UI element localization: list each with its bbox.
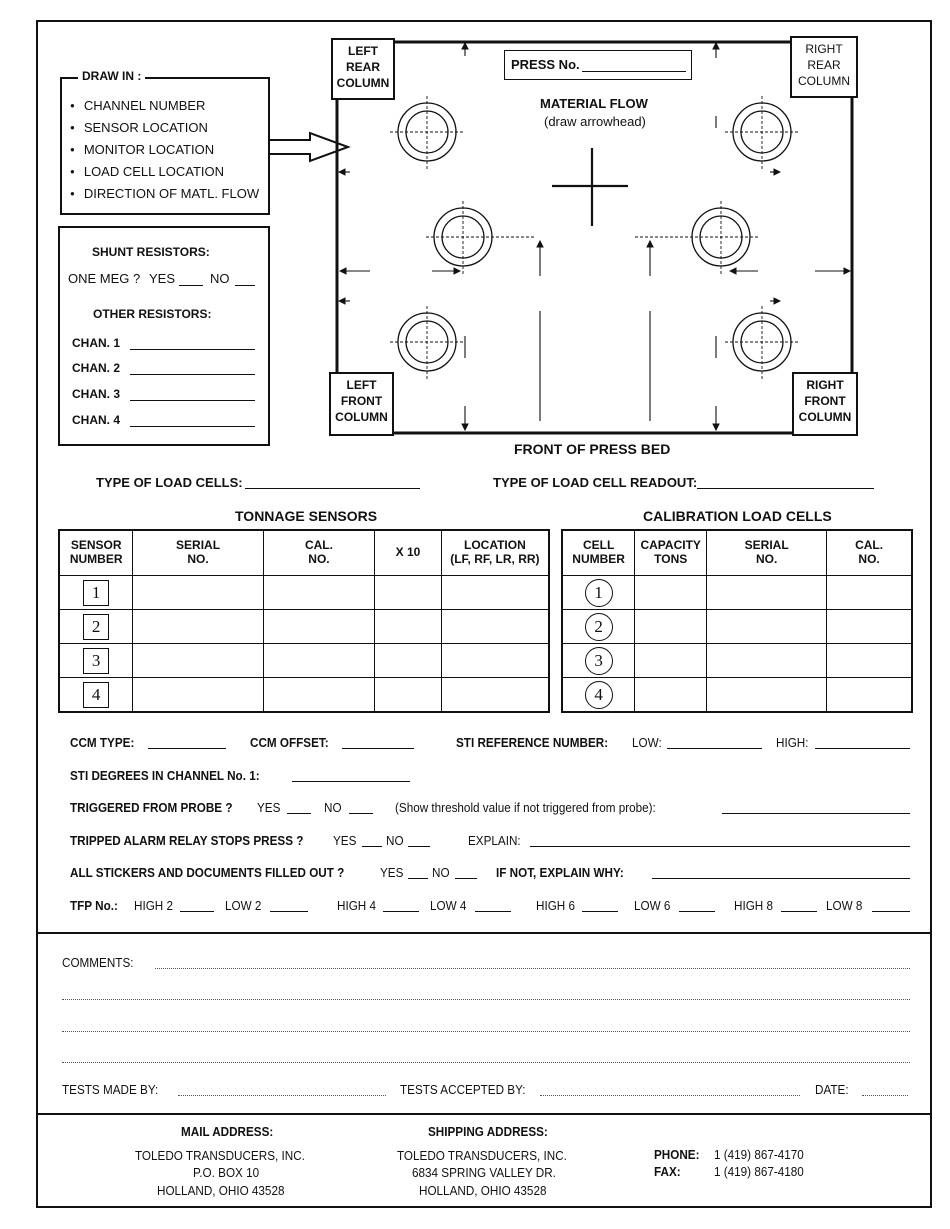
tonnage-sensors-table [58, 529, 550, 713]
sti-high-blank[interactable] [815, 748, 910, 749]
cal-cell[interactable] [827, 610, 912, 644]
shunt-no-blank[interactable] [235, 285, 255, 286]
cal-cell[interactable] [263, 644, 374, 678]
left-front-column-box: LEFT FRONT COLUMN [329, 372, 394, 436]
cal-cell[interactable] [263, 678, 374, 713]
tfp-low-2-blank[interactable] [270, 911, 308, 912]
load-cell-readout-label: TYPE OF LOAD CELL READOUT: [493, 475, 698, 490]
tfp-label: TFP No.: [70, 898, 118, 913]
chan-1-blank[interactable] [130, 349, 255, 350]
date-label: DATE: [815, 1082, 849, 1097]
chan-3-label: CHAN. 3 [72, 387, 121, 401]
capacity-cell[interactable] [635, 644, 707, 678]
stickers-no-label: NO [432, 865, 450, 880]
stickers-label: ALL STICKERS AND DOCUMENTS FILLED OUT ? [70, 865, 345, 880]
table-row [59, 644, 549, 678]
calibration-load-cells-table [561, 529, 913, 713]
sensor-number-box: 4 [83, 682, 109, 708]
explain-label: EXPLAIN: [468, 833, 521, 848]
x10-cell[interactable] [375, 610, 442, 644]
table-row [562, 576, 912, 610]
tests-accepted-by-label: TESTS ACCEPTED BY: [400, 1082, 526, 1097]
serial-cell[interactable] [707, 576, 827, 610]
cal-cell[interactable] [827, 678, 912, 713]
tfp-high-6-label: HIGH 6 [536, 898, 576, 913]
location-cell[interactable] [441, 644, 549, 678]
sti-low-blank[interactable] [667, 748, 762, 749]
tfp-high-6-blank[interactable] [582, 911, 618, 912]
location-cell[interactable] [441, 576, 549, 610]
x10-cell[interactable] [375, 576, 442, 610]
shipping-address-line: TOLEDO TRANSDUCERS, INC. [397, 1148, 567, 1163]
left-rear-column-box: LEFT REAR COLUMN [331, 38, 395, 100]
sensor-number-box: 1 [83, 580, 109, 606]
triggered-label: TRIGGERED FROM PROBE ? [70, 800, 233, 815]
calibration-load-cells-title: CALIBRATION LOAD CELLS [643, 508, 832, 524]
mail-address-line: HOLLAND, OHIO 43528 [157, 1183, 285, 1198]
tripped-yes-blank[interactable] [362, 846, 382, 847]
tfp-high-2-label: HIGH 2 [134, 898, 174, 913]
tripped-no-label: NO [386, 833, 404, 848]
tfp-high-8-label: HIGH 8 [734, 898, 774, 913]
cell-number-circle: 2 [585, 613, 613, 641]
tfp-high-8-blank[interactable] [781, 911, 817, 912]
table-row [59, 610, 549, 644]
section-divider [36, 932, 932, 934]
tfp-low-8-blank[interactable] [872, 911, 910, 912]
cal-cell[interactable] [827, 644, 912, 678]
shunt-yes-blank[interactable] [179, 285, 203, 286]
sensor-number-box: 3 [83, 648, 109, 674]
tfp-low-6-label: LOW 6 [634, 898, 671, 913]
draw-in-item: ● DIRECTION OF MATL. FLOW [70, 183, 259, 205]
material-flow-label: MATERIAL FLOW [540, 96, 648, 111]
chan-4-blank[interactable] [130, 426, 255, 427]
header-serial-no: SERIAL NO. [707, 530, 827, 576]
ccm-offset-label: CCM OFFSET: [250, 735, 329, 750]
table-row [59, 678, 549, 713]
sti-reference-label: STI REFERENCE NUMBER: [456, 735, 609, 750]
comments-line[interactable] [62, 999, 910, 1000]
serial-cell[interactable] [707, 610, 827, 644]
sti-degrees-blank[interactable] [292, 781, 410, 782]
location-cell[interactable] [441, 610, 549, 644]
header-cell-number: CELL NUMBER [562, 530, 635, 576]
comments-label: COMMENTS: [62, 955, 134, 970]
if-not-explain-blank[interactable] [652, 878, 910, 879]
stickers-yes-blank[interactable] [408, 878, 428, 879]
shunt-no-label: NO [210, 271, 230, 286]
fax-label: FAX: [654, 1164, 681, 1179]
tfp-high-4-blank[interactable] [383, 911, 419, 912]
tfp-low-8-label: LOW 8 [826, 898, 863, 913]
chan-2-label: CHAN. 2 [72, 361, 121, 375]
other-resistors-title: OTHER RESISTORS: [93, 307, 212, 321]
phone-label: PHONE: [654, 1147, 700, 1162]
press-no-blank[interactable] [582, 71, 686, 72]
table-row [562, 678, 912, 713]
chan-4-label: CHAN. 4 [72, 413, 121, 427]
triggered-yes-blank[interactable] [287, 813, 311, 814]
header-cal-no: CAL. NO. [827, 530, 912, 576]
fax-number: 1 (419) 867-4180 [714, 1164, 804, 1179]
serial-cell[interactable] [133, 576, 263, 610]
stickers-no-blank[interactable] [455, 878, 477, 879]
right-rear-column-box: RIGHT REAR COLUMN [790, 36, 858, 98]
triggered-no-label: NO [324, 800, 342, 815]
shipping-address-line: HOLLAND, OHIO 43528 [419, 1183, 547, 1198]
one-meg-label: ONE MEG ? [68, 271, 141, 286]
tripped-alarm-label: TRIPPED ALARM RELAY STOPS PRESS ? [70, 833, 304, 848]
capacity-cell[interactable] [635, 576, 707, 610]
sti-degrees-label: STI DEGREES IN CHANNEL No. 1: [70, 768, 260, 783]
tests-accepted-by-blank[interactable] [540, 1095, 800, 1096]
sensor-number-box: 2 [83, 614, 109, 640]
if-not-explain-label: IF NOT, EXPLAIN WHY: [496, 865, 624, 880]
table-row [562, 610, 912, 644]
ccm-type-blank[interactable] [148, 748, 226, 749]
draw-in-item: ● CHANNEL NUMBER [70, 95, 259, 117]
tests-made-by-blank[interactable] [178, 1095, 386, 1096]
tfp-high-4-label: HIGH 4 [337, 898, 377, 913]
cal-cell[interactable] [827, 576, 912, 610]
tfp-low-4-blank[interactable] [475, 911, 511, 912]
cell-number-circle: 4 [585, 681, 613, 709]
cal-cell[interactable] [263, 576, 374, 610]
press-no-label: PRESS No. [511, 57, 580, 72]
draw-in-item: ● LOAD CELL LOCATION [70, 161, 259, 183]
tonnage-sensors-title: TONNAGE SENSORS [235, 508, 378, 524]
x10-cell[interactable] [375, 644, 442, 678]
date-blank[interactable] [862, 1095, 908, 1096]
threshold-note: (Show threshold value if not triggered from probe): [395, 800, 656, 815]
explain-blank[interactable] [530, 846, 910, 847]
serial-cell[interactable] [133, 644, 263, 678]
serial-cell[interactable] [707, 678, 827, 713]
right-front-column-box: RIGHT FRONT COLUMN [792, 372, 858, 436]
mail-address-line: P.O. BOX 10 [193, 1165, 260, 1180]
serial-cell[interactable] [133, 678, 263, 713]
draw-in-item: ● MONITOR LOCATION [70, 139, 259, 161]
type-of-load-cells-label: TYPE OF LOAD CELLS: [96, 475, 243, 490]
tfp-low-4-label: LOW 4 [430, 898, 467, 913]
stickers-yes-label: YES [380, 865, 404, 880]
cell-number-circle: 3 [585, 647, 613, 675]
header-serial-no: SERIAL NO. [133, 530, 263, 576]
draw-in-item: ● SENSOR LOCATION [70, 117, 259, 139]
mail-address-title: MAIL ADDRESS: [181, 1124, 274, 1139]
draw-in-list [70, 95, 259, 205]
phone-number: 1 (419) 867-4170 [714, 1147, 804, 1162]
shipping-address-title: SHIPPING ADDRESS: [428, 1124, 548, 1139]
tests-made-by-label: TESTS MADE BY: [62, 1082, 159, 1097]
sti-high-label: HIGH: [776, 735, 809, 750]
chan-1-label: CHAN. 1 [72, 336, 121, 350]
x10-cell[interactable] [375, 678, 442, 713]
ccm-type-label: CCM TYPE: [70, 735, 135, 750]
tripped-no-blank[interactable] [408, 846, 430, 847]
cell-number-circle: 1 [585, 579, 613, 607]
shunt-resistors-title: SHUNT RESISTORS: [92, 245, 210, 259]
header-cal-no: CAL. NO. [263, 530, 374, 576]
comments-line[interactable] [62, 1062, 910, 1063]
location-cell[interactable] [441, 678, 549, 713]
material-flow-note: (draw arrowhead) [544, 114, 646, 129]
load-cell-readout-blank[interactable] [697, 488, 874, 489]
threshold-blank[interactable] [722, 813, 910, 814]
sti-low-label: LOW: [632, 735, 662, 750]
capacity-cell[interactable] [635, 678, 707, 713]
triggered-no-blank[interactable] [349, 813, 373, 814]
front-of-press-bed-label: FRONT OF PRESS BED [514, 441, 671, 457]
header-location: LOCATION (LF, RF, LR, RR) [441, 530, 549, 576]
header-sensor-number: SENSOR NUMBER [59, 530, 133, 576]
triggered-yes-label: YES [257, 800, 281, 815]
shunt-yes-label: YES [149, 271, 176, 286]
header-x10: X 10 [375, 530, 442, 576]
shipping-address-line: 6834 SPRING VALLEY DR. [412, 1165, 556, 1180]
serial-cell[interactable] [707, 644, 827, 678]
type-of-load-cells-blank[interactable] [245, 488, 420, 489]
table-row [562, 644, 912, 678]
tripped-yes-label: YES [333, 833, 357, 848]
cal-cell[interactable] [263, 610, 374, 644]
comments-line[interactable] [155, 968, 910, 969]
serial-cell[interactable] [133, 610, 263, 644]
capacity-cell[interactable] [635, 610, 707, 644]
draw-in-title: DRAW IN : [78, 70, 145, 82]
footer-divider [36, 1113, 932, 1115]
table-row [59, 576, 549, 610]
header-capacity-tons: CAPACITY TONS [635, 530, 707, 576]
ccm-offset-blank[interactable] [342, 748, 414, 749]
tfp-high-2-blank[interactable] [180, 911, 214, 912]
tfp-low-6-blank[interactable] [679, 911, 715, 912]
mail-address-line: TOLEDO TRANSDUCERS, INC. [135, 1148, 305, 1163]
chan-2-blank[interactable] [130, 374, 255, 375]
comments-line[interactable] [62, 1031, 910, 1032]
tfp-low-2-label: LOW 2 [225, 898, 262, 913]
chan-3-blank[interactable] [130, 400, 255, 401]
